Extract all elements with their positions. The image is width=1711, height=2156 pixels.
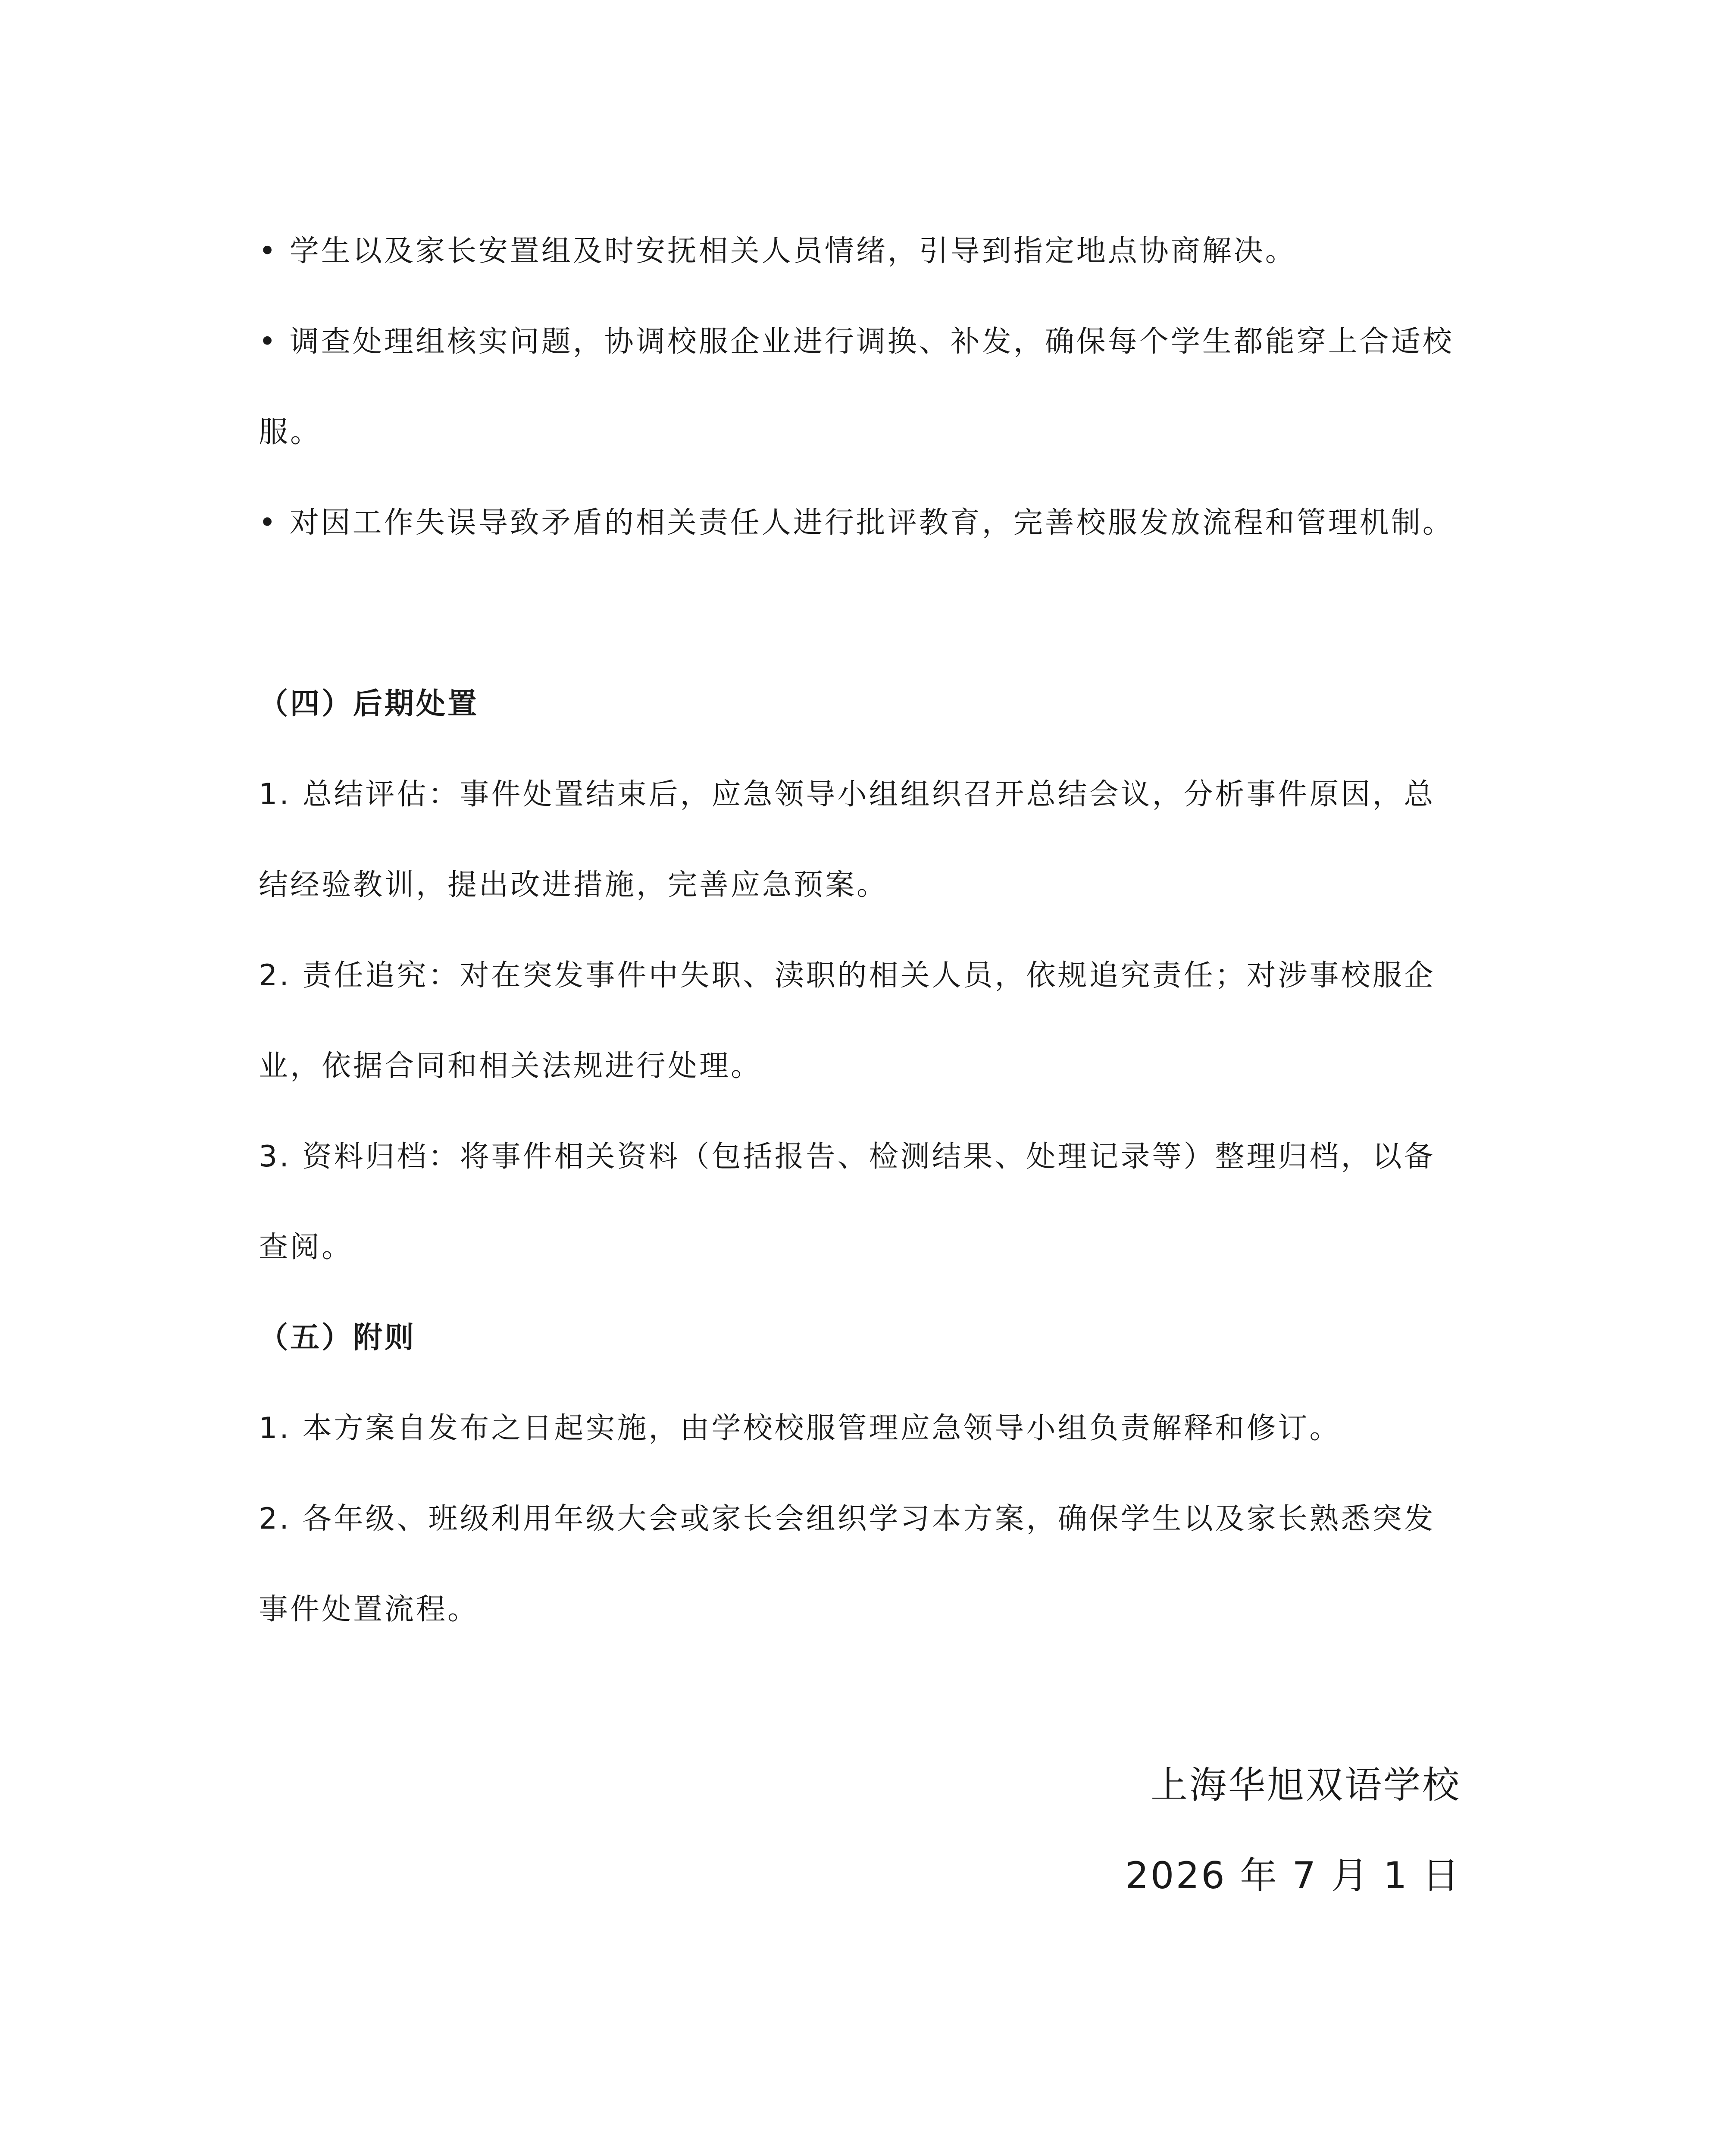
section-heading-aftermath: （四）后期处置 [259,687,479,721]
numbered-paragraph-study-plan: 2. 各年级、班级利用年级大会或家长会组织学习本方案，确保学生以及家长熟悉突发事件处置流程。 [259,1502,1436,1626]
numbered-paragraph-summary: 1. 总结评估：事件处置结束后，应急领导小组组织召开总结会议，分析事件原因，总结经验教训，提出改进措施，完善应急预案。 [259,777,1436,902]
signature-date: 2026 年 7 月 1 日 [1125,1854,1461,1897]
numbered-paragraph-archiving: 3. 资料归档：将事件相关资料（包括报告、检测结果、处理记录等）整理归档，以备查阅。 [259,1140,1436,1264]
signature-school-name: 上海华旭双语学校 [1151,1764,1461,1807]
section-heading-appendix: （五）附则 [259,1321,416,1355]
numbered-paragraph-responsibility: 2. 责任追究：对在突发事件中失职、渎职的相关人员，依规追究责任；对涉事校服企业，依据合同和相关法规进行处理。 [259,959,1436,1083]
bullet-paragraph-accountability: • 对因工作失误导致矛盾的相关责任人进行批评教育，完善校服发放流程和管理机制。 [259,506,1454,540]
bullet-paragraph-placement-group: • 学生以及家长安置组及时安抚相关人员情绪，引导到指定地点协商解决。 [259,234,1297,268]
bullet-paragraph-investigation-group: • 调查处理组核实问题，协调校服企业进行调换、补发，确保每个学生都能穿上合适校服。 [259,325,1454,449]
numbered-paragraph-effective-date: 1. 本方案自发布之日起实施，由学校校服管理应急领导小组负责解释和修订。 [259,1411,1341,1445]
